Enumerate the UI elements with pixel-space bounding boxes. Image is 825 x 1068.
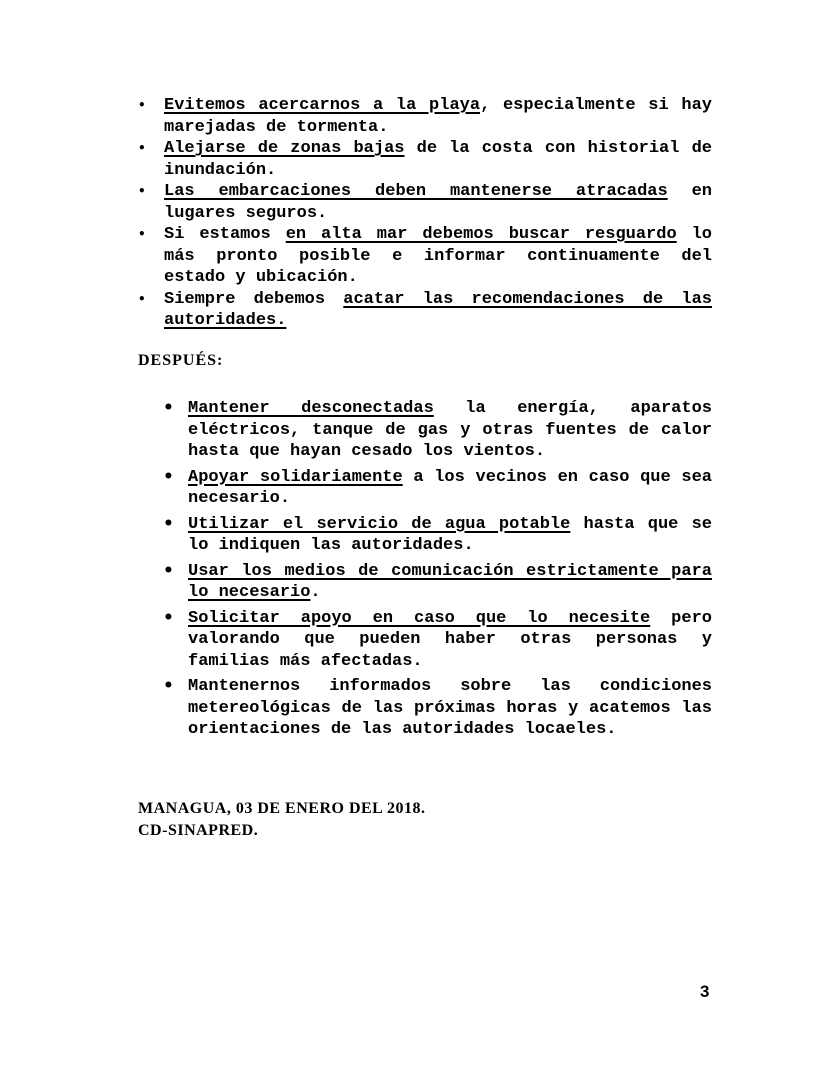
item-rest: la energía, aparatos eléctricos, tanque de gas y otras fuentes de calor hasta que hayan cesado los vientos. — [188, 399, 712, 461]
list-item — [163, 466, 712, 510]
list-item — [138, 138, 712, 181]
section-heading-despues: DESPUÉS: — [138, 352, 224, 369]
item-underlined: en alta mar debemos buscar resguardo — [285, 225, 677, 244]
list-item — [163, 398, 712, 463]
list-item — [163, 676, 712, 741]
footer-location-date: MANAGUA, 03 DE ENERO DEL 2018. — [138, 800, 426, 817]
item-pre: Siempre debemos — [164, 289, 344, 309]
footer-organization: CD-SINAPRED. — [138, 822, 259, 839]
list-item — [138, 181, 712, 224]
item-rest: . — [310, 583, 321, 602]
item-underlined: Apoyar solidariamente — [188, 467, 403, 487]
item-rest: , especialmente si hay marejadas de tormenta. — [164, 96, 712, 137]
item-rest: en lugares seguros. — [164, 182, 712, 223]
item-pre: Si estamos — [164, 225, 286, 244]
bullet-icon: • — [138, 141, 146, 155]
item-rest: Mantenernos informados sobre las condiciones metereológicas de las próximas horas y acatemos las orientaciones de las autoridades locaeles. — [188, 677, 712, 739]
bullet-icon: • — [138, 291, 146, 306]
bullet-icon: • — [138, 184, 146, 198]
bullet-icon: • — [163, 513, 174, 534]
bullet-icon: • — [163, 607, 174, 628]
item-rest: a los vecinos en caso que sea necesario. — [188, 467, 712, 508]
list-item — [138, 95, 712, 138]
list-item — [163, 513, 712, 557]
item-underlined: Alejarse de zonas bajas — [164, 139, 405, 158]
list-item — [138, 224, 712, 289]
list-item — [163, 607, 712, 673]
bullet-icon: • — [138, 98, 146, 112]
bullet-icon: • — [163, 466, 174, 487]
after-recommendations-list — [163, 398, 712, 745]
bullet-icon: • — [163, 560, 174, 581]
item-rest: de la costa con historial de inundación. — [164, 139, 712, 180]
item-rest: hasta que se lo indiquen las autoridades. — [188, 514, 712, 555]
bullet-icon: • — [138, 227, 146, 241]
item-rest: lo más pronto posible e informar continuamente del estado y ubicación. — [164, 225, 712, 287]
item-underlined: Solicitar apoyo en caso que lo necesite — [188, 608, 651, 628]
item-rest: pero valorando que pueden haber otras personas y familias más afectadas. — [188, 608, 712, 671]
bullet-icon: • — [163, 398, 174, 418]
item-underlined: Mantener desconectadas — [188, 399, 434, 418]
item-underlined: Utilizar el servicio de agua potable — [188, 514, 571, 534]
page-number: 3 — [700, 982, 710, 1001]
item-underlined: Las embarcaciones deben mantenerse atracadas — [164, 182, 668, 201]
item-underlined: acatar las recomendaciones de las autoridades. — [164, 289, 712, 330]
item-underlined: Evitemos acercarnos a la playa — [164, 96, 481, 115]
item-underlined: Usar los medios de comunicación estrictamente para lo necesario — [188, 561, 712, 602]
before-recommendations-list — [138, 95, 712, 332]
list-item — [138, 289, 712, 332]
list-item — [163, 560, 712, 604]
bullet-icon: • — [163, 676, 174, 696]
